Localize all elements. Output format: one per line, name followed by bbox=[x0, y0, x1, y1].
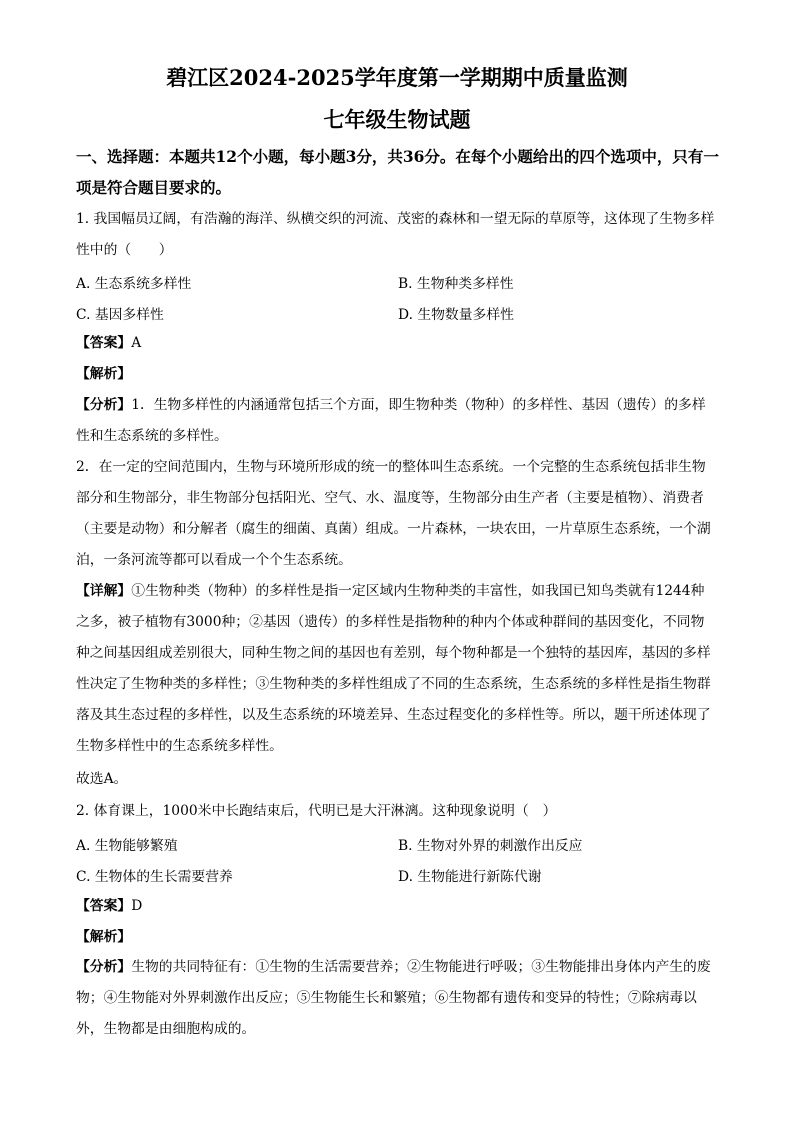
answer-value: D bbox=[131, 898, 143, 914]
analysis-tag: 【分析】 bbox=[76, 959, 132, 975]
question-2-stem: 2. 体育课上，1000米中长跑结束后，代明已是大汗淋漓。这种现象说明（ ） bbox=[76, 803, 557, 819]
document-title: 碧江区2024-2025学年度第一学期期中质量监测 bbox=[166, 65, 628, 90]
section-heading: 一、选择题：本题共12个小题，每小题3分，共36分。在每个小题给出的四个选项中，只有一项是符合题目要求的。 bbox=[76, 147, 719, 197]
q1-conclusion: 故选A。 bbox=[76, 771, 128, 787]
answer-tag: 【答案】 bbox=[76, 335, 132, 351]
q2-option-d: D. 生物能进行新陈代谢 bbox=[398, 869, 542, 885]
q2-answer bbox=[76, 896, 142, 916]
q1-analysis-2: 2．在一定的空间范围内，生物与环境所形成的统一的整体叫生态系统。一个完整的生态系统包括非生物部分和生物部分，非生物部分包括阳光、空气、水、温度等，生物部分由生产者（主要是植物）、消费者（主要是动物）和分解者（腐生的细菌、真菌）组成。一片森林，一块农田，一片草原生态系统，一个湖泊，一条河流等都可以看成一个个生态系统。 bbox=[76, 459, 711, 568]
q2-option-c: C. 生物体的生长需要营养 bbox=[76, 869, 233, 885]
question-1-stem: 1. 我国幅员辽阔，有浩瀚的海洋、纵横交织的河流、茂密的森林和一望无际的草原等，这体现了生物多样性中的（ ） bbox=[76, 211, 715, 258]
q1-option-d: D. 生物数量多样性 bbox=[398, 307, 514, 323]
q2-option-b: B. 生物对外界的刺激作出反应 bbox=[398, 838, 583, 854]
q1-analysis-1 bbox=[76, 390, 716, 452]
detail-text: ①生物种类（物种）的多样性是指一定区域内生物种类的丰富性，如我国已知鸟类就有1244种之多，被子植物有3000种；②基因（遗传）的多样性是指物种的种内个体或种群间的基因变化，不同物种之间基因组成差别很大，同种生物之间的基因也有差别，每个物种都是一个独特的基因库，基因的多样性决定了生物种类的多样性；③生物种类的多样性组成了不同的生态系统，生态系统的多样性是指生物群落及其生态过程的多样性，以及生态系统的环境差异、生态过程变化的多样性等。所以，题干所述体现了生物多样性中的生态系统多样性。 bbox=[76, 583, 711, 754]
detail-tag: 【详解】 bbox=[76, 583, 132, 599]
answer-tag: 【答案】 bbox=[76, 898, 132, 914]
q2-analysis bbox=[76, 952, 716, 1045]
q1-jiexi-tag: 【解析】 bbox=[76, 366, 132, 382]
document-subtitle: 七年级生物试题 bbox=[323, 107, 471, 132]
q1-option-c: C. 基因多样性 bbox=[76, 307, 164, 323]
answer-value: A bbox=[131, 335, 142, 351]
q1-option-a: A. 生态系统多样性 bbox=[76, 276, 192, 292]
q1-option-b: B. 生物种类多样性 bbox=[398, 276, 514, 292]
q2-jiexi-tag: 【解析】 bbox=[76, 929, 132, 945]
analysis-text: 1．生物多样性的内涵通常包括三个方面，即生物种类（物种）的多样性、基因（遗传）的多样性和生态系统的多样性。 bbox=[76, 397, 706, 444]
analysis-tag: 【分析】 bbox=[76, 397, 132, 413]
analysis-text: 生物的共同特征有：①生物的生活需要营养；②生物能进行呼吸；③生物能排出身体内产生的废物；④生物能对外界刺激作出反应；⑤生物能生长和繁殖；⑥生物都有遗传和变异的特性；⑦除病毒以外，生物都是由细胞构成的。 bbox=[76, 959, 711, 1037]
q1-detail bbox=[76, 576, 716, 762]
q1-answer bbox=[76, 333, 141, 353]
q2-option-a: A. 生物能够繁殖 bbox=[76, 838, 178, 854]
